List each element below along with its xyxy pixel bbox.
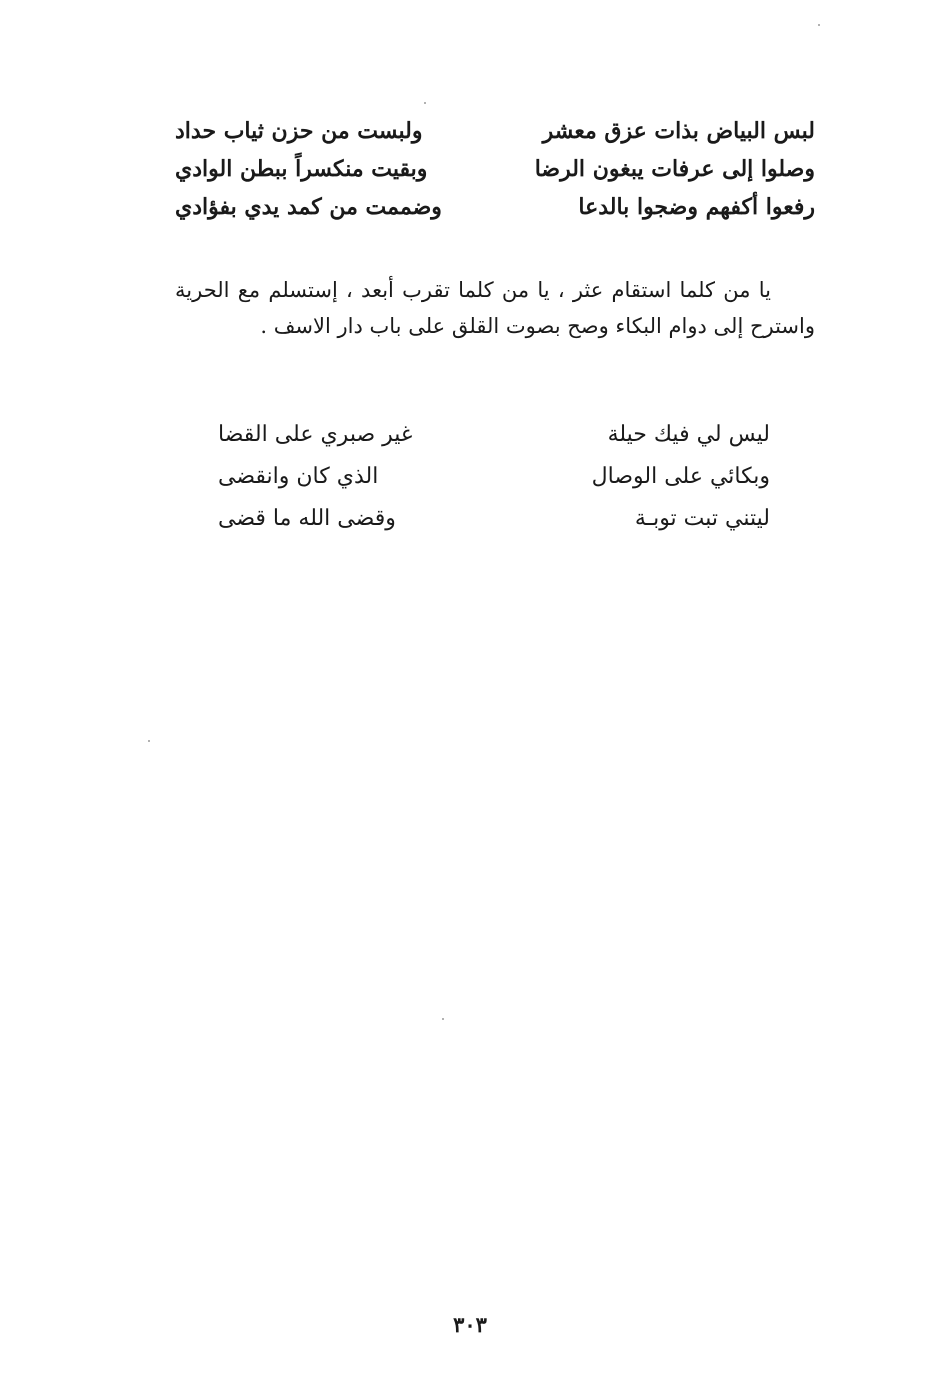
verse-first-hemistich: ليس لي فيك حيلة: [607, 422, 770, 447]
verse-second-hemistich: ولبست من حزن ثياب حداد: [175, 118, 423, 144]
verse-second-hemistich: وبقيت منكسراً ببطن الوادي: [175, 156, 428, 182]
paper-speck: [148, 740, 150, 742]
verse-second-hemistich: الذي كان وانقضى: [218, 464, 379, 489]
verse-first-hemistich: وصلوا إلى عرفات يبغون الرضا: [534, 156, 815, 182]
poem-one: [175, 112, 815, 226]
paper-speck: [424, 102, 426, 104]
verse-first-hemistich: رفعوا أكفهم وضجوا بالدعا: [578, 194, 815, 220]
verse-first-hemistich: لبس البياض بذات عزق معشر: [542, 118, 815, 144]
verse-line: [175, 150, 815, 188]
poem-two: [218, 414, 770, 540]
prose-paragraph: [175, 272, 815, 344]
verse-line: [218, 456, 770, 498]
verse-line: [175, 112, 815, 150]
verse-second-hemistich: وقضى الله ما قضى: [218, 506, 396, 531]
verse-second-hemistich: وضممت من كمد يدي بفؤادي: [175, 194, 442, 220]
paragraph-text: يا من كلما استقام عثر ، يا من كلما تقرب أبعد ، إستسلم مع الحرية واسترح إلى دوام البكاء وصح بصوت القلق على باب دار الاسف .: [175, 278, 815, 338]
paper-speck: [442, 1018, 444, 1020]
verse-line: [218, 414, 770, 456]
paper-speck: [818, 24, 820, 26]
verse-line: [175, 188, 815, 226]
page-number: ٣٠٣: [453, 1312, 487, 1337]
verse-first-hemistich: ليتني تبت توبـة: [634, 506, 770, 531]
verse-line: [218, 498, 770, 540]
verse-first-hemistich: وبكائي على الوصال: [591, 464, 770, 489]
verse-second-hemistich: غير صبري على القضا: [218, 422, 413, 447]
